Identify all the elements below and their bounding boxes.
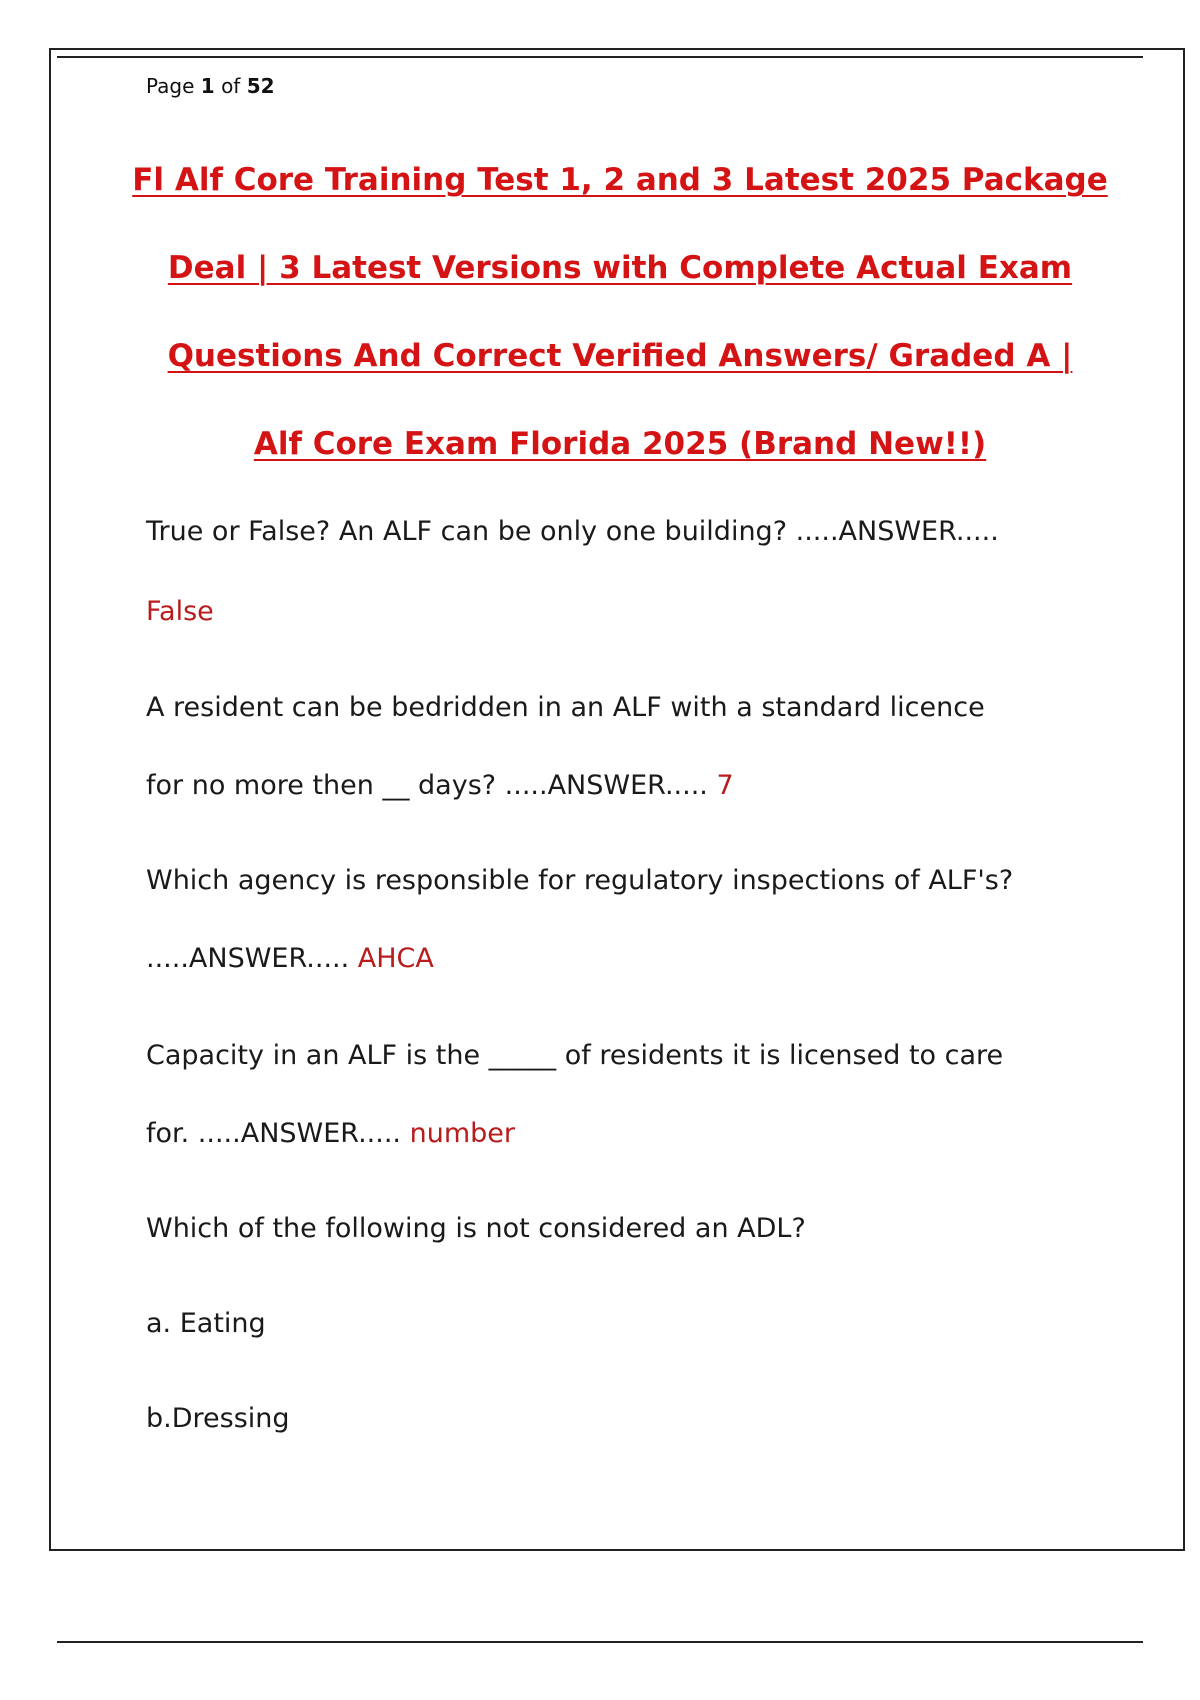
title-line-3: Questions And Correct Verified Answers/ Graded A |	[167, 338, 1073, 374]
question-3-line-2: .....ANSWER.....	[146, 943, 350, 974]
page-current: 1	[200, 74, 215, 98]
question-4-text	[146, 1040, 1003, 1071]
title-line-4: Alf Core Exam Florida 2025 (Brand New!!)	[253, 426, 987, 462]
bottom-rule	[57, 1641, 1143, 1643]
answer-2: 7	[716, 770, 734, 801]
question-1-line-1: True or False? An ALF can be only one building? .....ANSWER.....	[146, 516, 999, 547]
question-2-text	[146, 692, 985, 723]
page-label: Page	[146, 74, 195, 98]
question-2-line-2-row	[146, 770, 734, 801]
question-2-line-1: A resident can be bedridden in an ALF with a standard licence	[146, 692, 985, 723]
option-b	[146, 1403, 290, 1434]
option-a-text: a. Eating	[146, 1308, 266, 1339]
answer-4: number	[409, 1118, 515, 1149]
question-5-text	[146, 1213, 806, 1244]
question-3-line-1: Which agency is responsible for regulatory inspections of ALF's?	[146, 865, 1014, 896]
answer-1: False	[146, 596, 214, 627]
question-5-line-1: Which of the following is not considered an ADL?	[146, 1213, 806, 1244]
page-number	[146, 74, 275, 98]
question-1-answer	[146, 596, 214, 627]
page-of-label: of	[221, 74, 241, 98]
option-a	[146, 1308, 266, 1339]
question-3-text	[146, 865, 1013, 896]
question-3-line-2-row	[146, 943, 434, 974]
title-line-2: Deal | 3 Latest Versions with Complete Actual Exam	[167, 250, 1073, 286]
document-title	[130, 136, 1110, 488]
option-b-text: b.Dressing	[146, 1403, 290, 1434]
question-4-line-2: for. .....ANSWER.....	[146, 1118, 401, 1149]
question-2-line-2: for no more then __ days? .....ANSWER.....	[146, 770, 708, 801]
answer-3: AHCA	[357, 943, 434, 974]
question-4-line-2-row	[146, 1118, 515, 1149]
question-4-line-1: Capacity in an ALF is the _____ of residents it is licensed to care	[146, 1040, 1004, 1071]
page-total: 52	[246, 74, 275, 98]
title-line-1: Fl Alf Core Training Test 1, 2 and 3 Latest 2025 Package	[132, 162, 1108, 198]
question-1-text	[146, 516, 999, 547]
